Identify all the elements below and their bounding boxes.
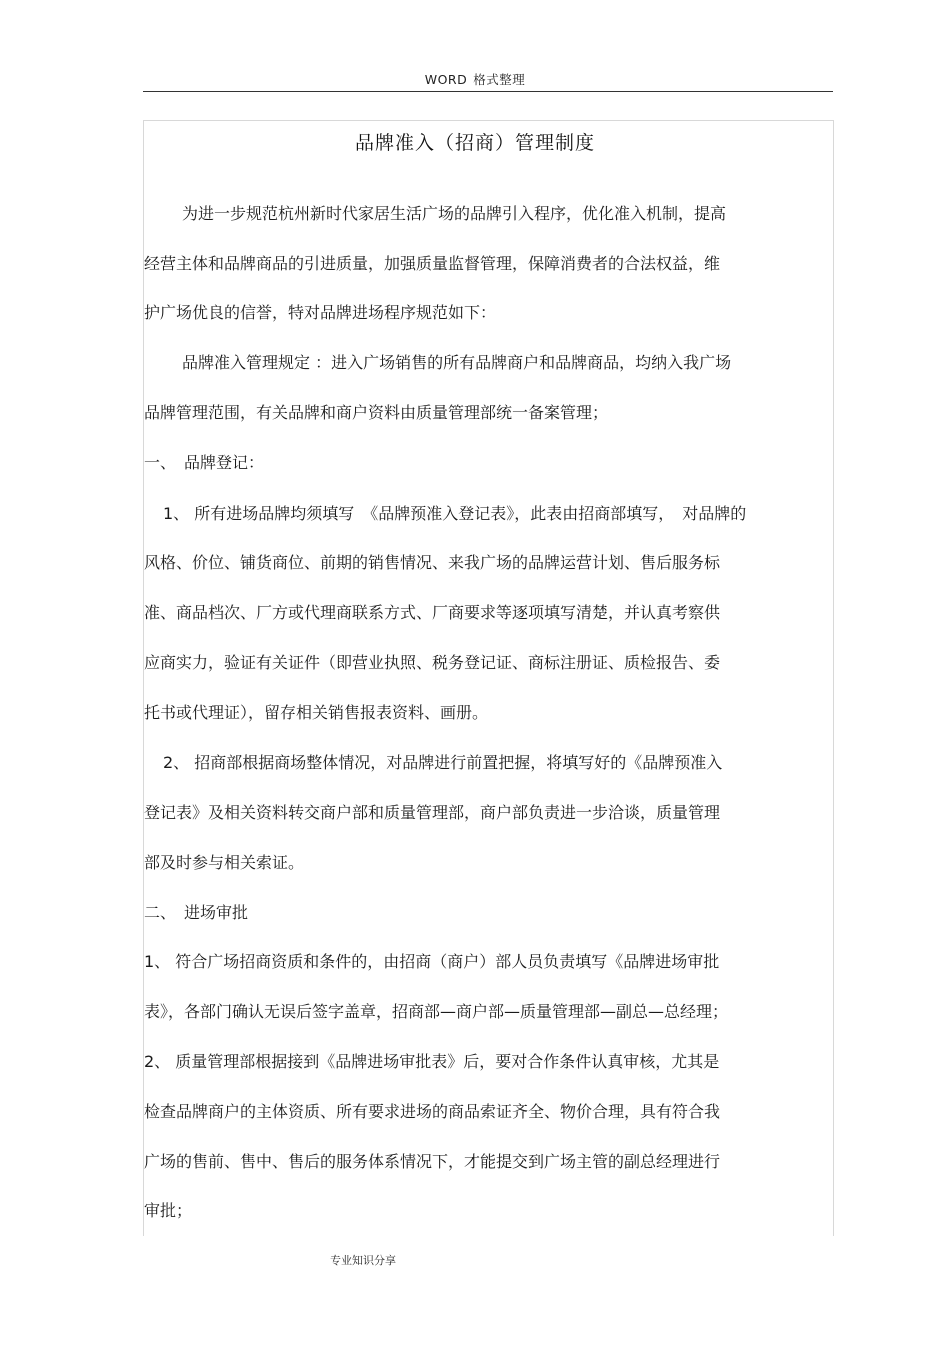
document-title: 品牌准入（招商）管理制度 [354, 132, 595, 154]
paragraph-line: 登记表》及相关资料转交商户部和质量管理部，商户部负责进一步洽谈，质量管理 [144, 803, 721, 822]
section-heading: 一、 品牌登记： [144, 453, 265, 472]
page-header [0, 70, 950, 88]
paragraph-line: 1、 符合广场招商资质和条件的，由招商（商户）部人员负责填写《品牌进场审批 [144, 952, 720, 971]
paragraph-line: 经营主体和品牌商品的引进质量，加强质量监督管理，保障消费者的合法权益，维 [144, 254, 721, 273]
paragraph-line: 1、 所有进场品牌均须填写 《品牌预准入登记表》，此表由招商部填写， 对品牌的 [163, 504, 747, 523]
section-heading: 二、 进场审批 [144, 903, 249, 922]
header-rule [143, 91, 833, 92]
paragraph-line: 应商实力，验证有关证件（即营业执照、税务登记证、商标注册证、质检报告、委 [144, 653, 721, 672]
paragraph-line: 托书或代理证），留存相关销售报表资料、画册。 [144, 703, 489, 722]
paragraph-line: 2、 质量管理部根据接到《品牌进场审批表》后，要对合作条件认真审核，尤其是 [144, 1052, 720, 1071]
page-footer: 专业知识分享 [330, 1254, 396, 1267]
paragraph-line: 护广场优良的信誉，特对品牌进场程序规范如下： [144, 303, 497, 322]
paragraph-line: 部及时参与相关索证。 [144, 853, 305, 872]
paragraph-line: 风格、价位、铺货商位、前期的销售情况、来我广场的品牌运营计划、售后服务标 [144, 553, 721, 572]
paragraph-line: 表》，各部门确认无误后签字盖章，招商部—商户部—质量管理部—副总—总经理； [144, 1002, 729, 1021]
paragraph-line: 2、 招商部根据商场整体情况，对品牌进行前置把握，将填写好的《品牌预准入 [163, 753, 723, 772]
header-word: WORD [424, 72, 468, 87]
header-label: 格式整理 [473, 72, 526, 87]
paragraph-line: 审批； [144, 1201, 193, 1220]
paragraph-line: 检查品牌商户的主体资质、所有要求进场的商品索证齐全、物价合理，具有符合我 [144, 1102, 721, 1121]
paragraph-line: 准、商品档次、厂方或代理商联系方式、厂商要求等逐项填写清楚，并认真考察供 [144, 603, 721, 622]
paragraph-line: 品牌管理范围，有关品牌和商户资料由质量管理部统一备案管理； [144, 403, 609, 422]
paragraph-line: 为进一步规范杭州新时代家居生活广场的品牌引入程序，优化准入机制，提高 [182, 204, 727, 223]
paragraph-line: 广场的售前、售中、售后的服务体系情况下，才能提交到广场主管的副总经理进行 [144, 1152, 721, 1171]
paragraph-line: 品牌准入管理规定 ：进入广场销售的所有品牌商户和品牌商品，均纳入我广场 [182, 353, 732, 372]
